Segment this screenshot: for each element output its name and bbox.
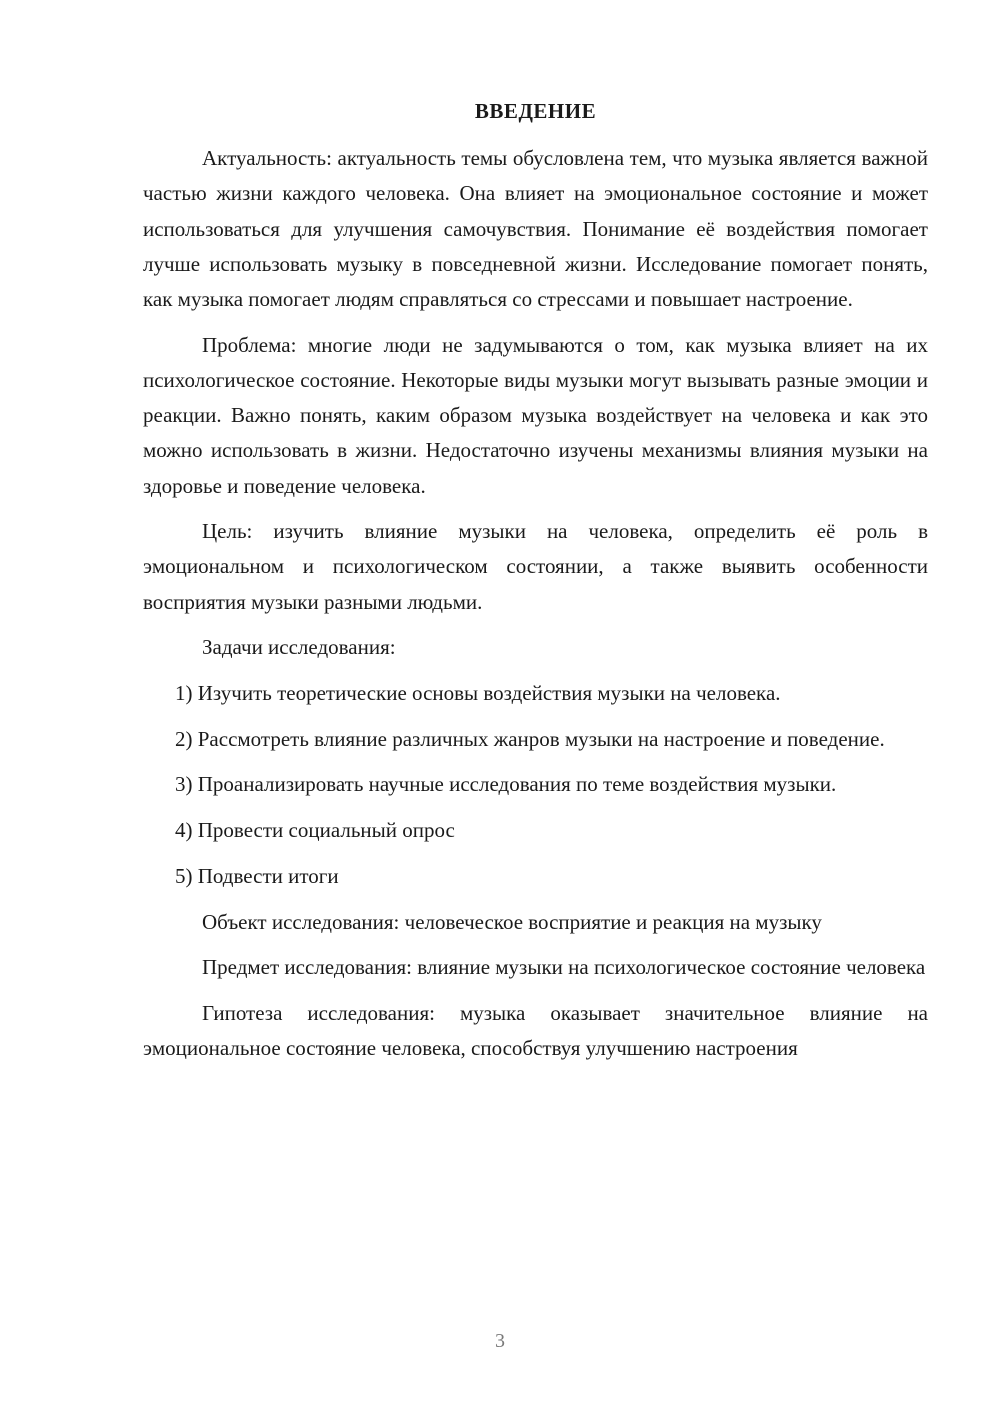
task-item-4: 4) Провести социальный опрос: [175, 818, 455, 843]
task-item-3: 3) Проанализировать научные исследования по теме воздействия музыки.: [175, 772, 837, 797]
task-item-1: 1) Изучить теоретические основы воздействия музыки на человека.: [175, 681, 781, 706]
paragraph-object: Объект исследования: человеческое восприятие и реакция на музыку: [202, 909, 822, 934]
section-title: ВВЕДЕНИЕ: [474, 99, 597, 123]
paragraph-problem: Проблема: многие люди не задумываются о том, как музыка влияет на их психологическое состояние. Некоторые виды музыки могут вызывать разные эмоции и реакции. Важно понять, каким образом музыка воздействует на человека и как это можно использовать в жизни. Недостаточно изучены механизмы влияния музыки на здоровье и поведение человека.: [143, 332, 928, 498]
page-number: 3: [495, 1330, 505, 1352]
tasks-heading: Задачи исследования:: [202, 635, 396, 660]
task-item-2: 2) Рассмотреть влияние различных жанров музыки на настроение и поведение.: [175, 726, 885, 751]
paragraph-hypothesis: Гипотеза исследования: музыка оказывает значительное влияние на эмоциональное состояние человека, способствуя улучшению настроения: [143, 1000, 928, 1061]
page-content: [143, 94, 928, 1077]
paragraph-subject: Предмет исследования: влияние музыки на психологическое состояние человека: [202, 955, 926, 980]
paragraph-goal: Цель: изучить влияние музыки на человека, определить её роль в эмоциональном и психологическом состоянии, а также выявить особенности восприятия музыки разными людьми.: [143, 519, 928, 614]
paragraph-relevance: Актуальность: актуальность темы обусловлена тем, что музыка является важной частью жизни каждого человека. Она влияет на эмоциональное состояние и может использоваться для улучшения самочувствия. Понимание её воздействия помогает лучше использовать музыку в повседневной жизни. Исследование помогает понять, как музыка помогает людям справляться со стрессами и повышает настроение.: [143, 146, 928, 312]
task-item-5: 5) Подвести итоги: [175, 863, 339, 888]
